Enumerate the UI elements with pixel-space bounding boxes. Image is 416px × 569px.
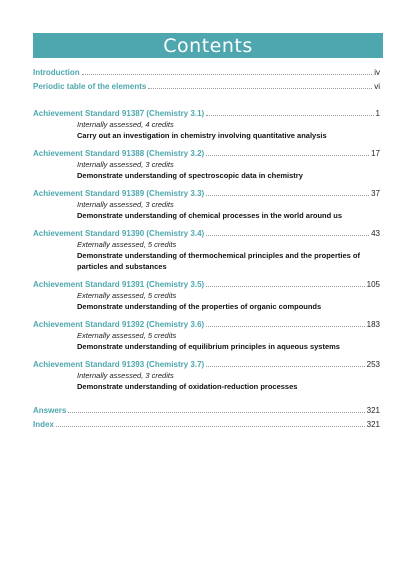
leader-dots [206, 149, 369, 156]
leader-dots [148, 82, 372, 89]
toc-entry-introduction[interactable] [33, 68, 380, 78]
toc-standard-3-2 [33, 149, 380, 181]
toc-entry-answers[interactable] [33, 406, 380, 416]
toc-page-number: 1 [375, 109, 380, 118]
toc-entry-standard[interactable] [33, 189, 380, 199]
toc-entry-label: Achievement Standard 91388 (Chemistry 3.2) [33, 149, 205, 158]
toc-entry-label: Periodic table of the elements [33, 82, 147, 91]
toc-standard-3-5 [33, 280, 380, 312]
toc-entry-label: Achievement Standard 91391 (Chemistry 3.5) [33, 280, 205, 289]
standard-description: Demonstrate understanding of the properties of organic compounds [77, 302, 322, 311]
toc-entry-label: Answers [33, 406, 67, 415]
page-title: Contents [163, 34, 253, 57]
front-matter [33, 68, 380, 92]
toc-entry-label: Achievement Standard 91392 (Chemistry 3.6) [33, 320, 205, 329]
toc-page-number: iv [374, 68, 380, 77]
assessment-info: Internally assessed, 3 credits [77, 371, 174, 380]
toc-entry-standard[interactable] [33, 149, 380, 159]
toc-entry-label: Achievement Standard 91387 (Chemistry 3.1) [33, 109, 205, 118]
toc-entry-detail [77, 199, 380, 221]
toc-page-number: 183 [366, 320, 380, 329]
back-matter [33, 406, 380, 430]
toc-standard-3-4 [33, 229, 380, 272]
standard-description: Demonstrate understanding of spectroscopic data in chemistry [77, 171, 303, 180]
leader-dots [206, 320, 364, 327]
assessment-info: Internally assessed, 4 credits [77, 120, 174, 129]
toc-entry-standard[interactable] [33, 280, 380, 290]
toc-entry-standard[interactable] [33, 320, 380, 330]
assessment-info: Internally assessed, 3 credits [77, 160, 174, 169]
table-of-contents [33, 68, 380, 438]
leader-dots [206, 109, 373, 116]
toc-entry-label: Achievement Standard 91389 (Chemistry 3.3) [33, 189, 205, 198]
leader-dots [206, 229, 369, 236]
title-banner [33, 33, 383, 58]
toc-standard-3-1 [33, 109, 380, 141]
assessment-info: Internally assessed, 3 credits [77, 200, 174, 209]
assessment-info: Externally assessed, 5 credits [77, 291, 177, 300]
toc-entry-label: Introduction [33, 68, 80, 77]
toc-entry-detail [77, 119, 380, 141]
toc-entry-label: Achievement Standard 91390 (Chemistry 3.4) [33, 229, 205, 238]
toc-standard-3-3 [33, 189, 380, 221]
standard-description: Demonstrate understanding of chemical processes in the world around us [77, 211, 343, 220]
leader-dots [206, 189, 369, 196]
toc-entry-periodic-table[interactable] [33, 82, 380, 92]
leader-dots [68, 406, 364, 413]
assessment-info: Externally assessed, 5 credits [77, 331, 177, 340]
toc-entry-label: Achievement Standard 91393 (Chemistry 3.7) [33, 360, 205, 369]
toc-entry-detail [77, 290, 380, 312]
standard-description: Demonstrate understanding of equilibrium principles in aqueous systems [77, 342, 340, 351]
toc-entry-standard[interactable] [33, 229, 380, 239]
toc-page-number: 105 [366, 280, 380, 289]
toc-standard-3-6 [33, 320, 380, 352]
standard-description: Carry out an investigation in chemistry involving quantitative analysis [77, 131, 327, 140]
toc-page-number: vi [374, 82, 380, 91]
toc-standard-3-7 [33, 360, 380, 392]
assessment-info: Externally assessed, 5 credits [77, 240, 177, 249]
toc-entry-detail [77, 239, 380, 272]
toc-page-number: 253 [366, 360, 380, 369]
toc-entry-detail [77, 159, 380, 181]
toc-entry-detail [77, 330, 380, 352]
leader-dots [206, 360, 364, 367]
toc-entry-label: Index [33, 420, 54, 429]
toc-entry-detail [77, 370, 380, 392]
toc-page-number: 43 [371, 229, 380, 238]
leader-dots [56, 420, 365, 427]
standard-description: Demonstrate understanding of oxidation-reduction processes [77, 382, 298, 391]
toc-page-number: 37 [371, 189, 380, 198]
leader-dots [82, 68, 373, 75]
toc-page-number: 17 [371, 149, 380, 158]
toc-entry-index[interactable] [33, 420, 380, 430]
toc-entry-standard[interactable] [33, 109, 380, 119]
leader-dots [206, 280, 364, 287]
toc-page-number: 321 [366, 406, 380, 415]
standard-description: Demonstrate understanding of thermochemical principles and the properties of particles and substances [77, 251, 360, 271]
toc-entry-standard[interactable] [33, 360, 380, 370]
toc-page-number: 321 [366, 420, 380, 429]
